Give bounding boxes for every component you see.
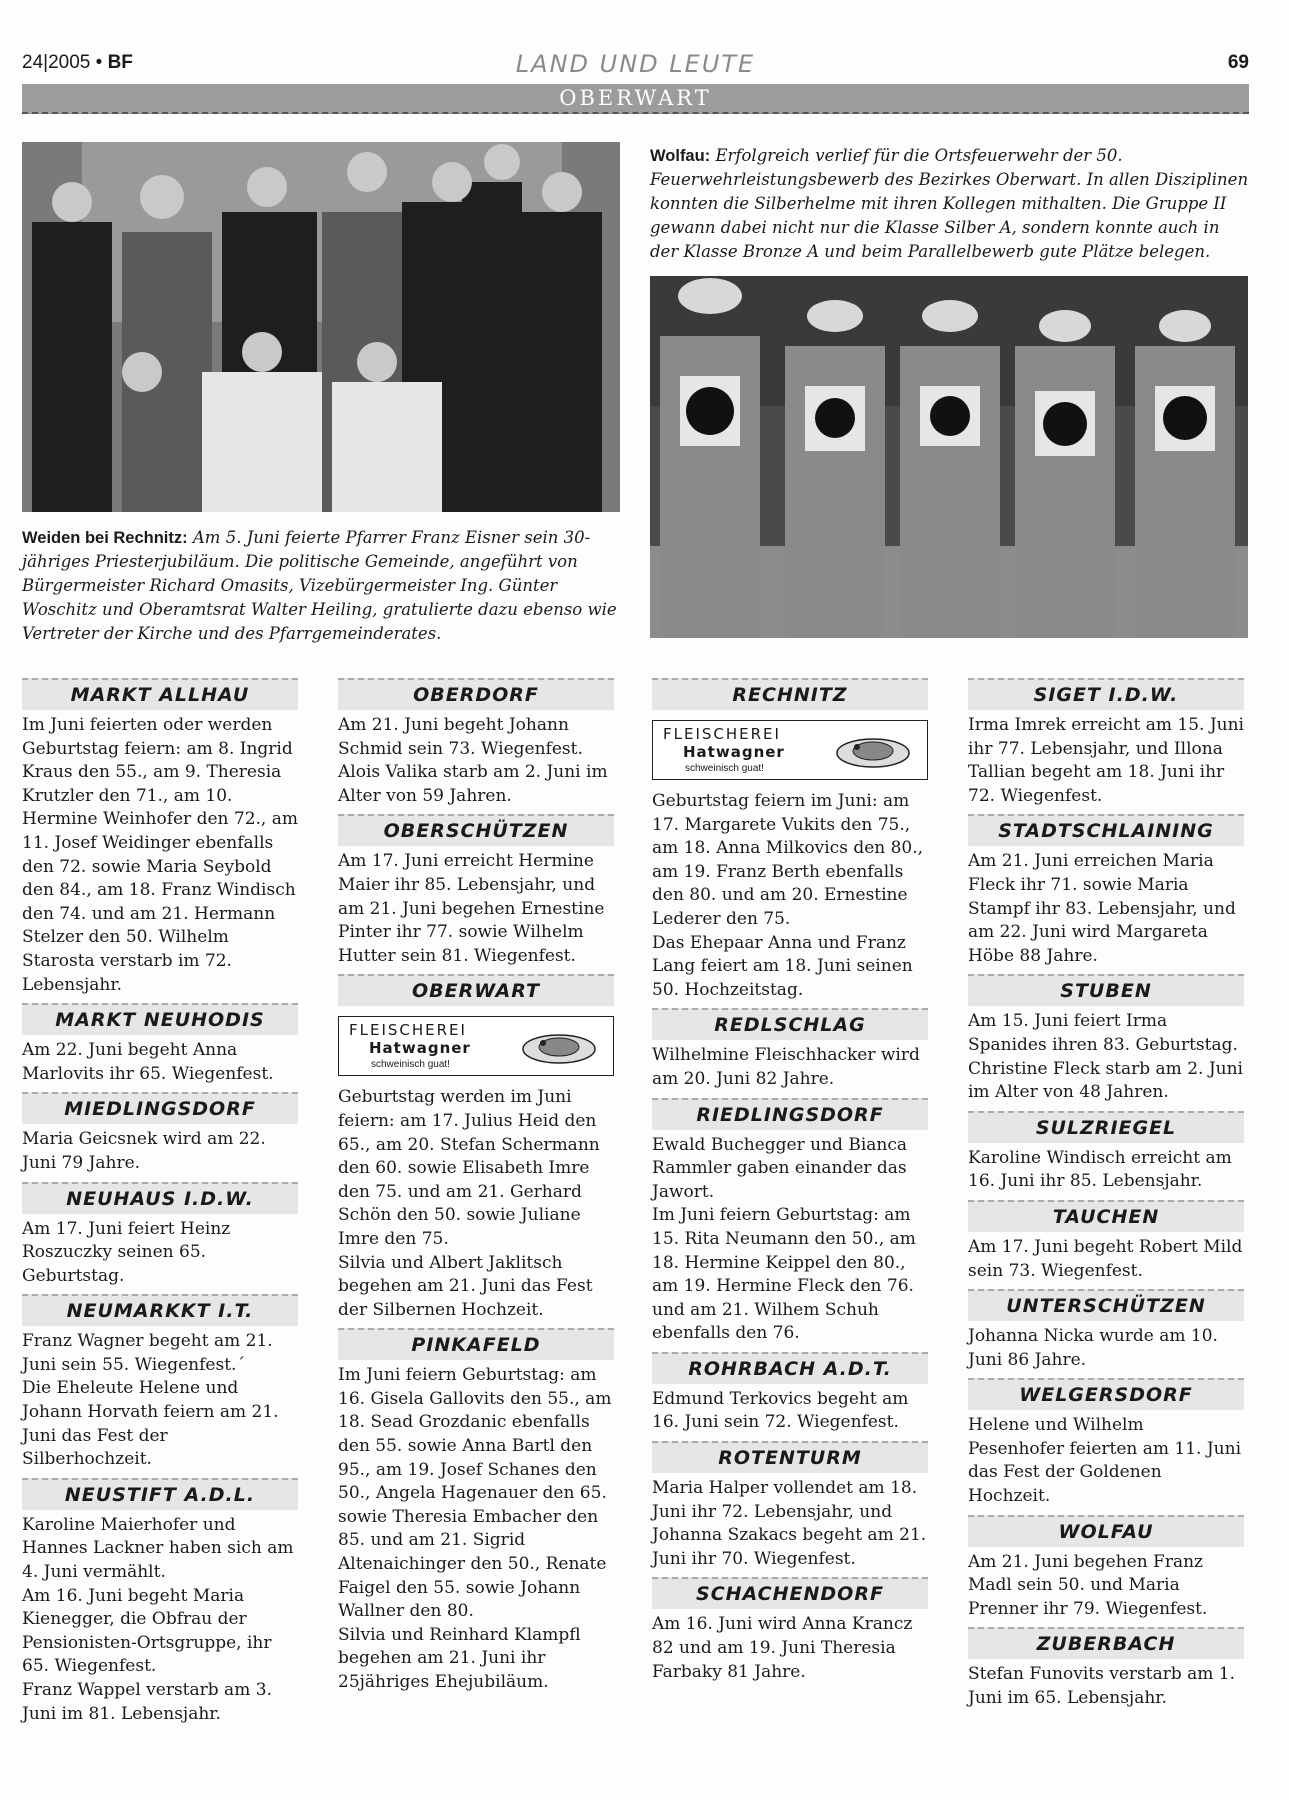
photo-weiden-group (22, 142, 620, 512)
section-text: Edmund Terkovics begeht am 16. Juni sein 72. Wiegenfest. (652, 1388, 909, 1433)
section-text: Am 17. Juni begeht Robert Mild sein 73. Wiegenfest. (968, 1236, 1243, 1281)
section-rotenturm (652, 1441, 928, 1571)
publication-name: BF (107, 52, 133, 73)
section-text: Helene und Wilhelm Pesenhofer feierten am 11. Juni das Fest der Goldenen Hochzeit. (968, 1415, 1242, 1507)
section-text: Silvia und Albert Jaklitsch begehen am 21. Juni das Fest der Silbernen Hochzeit. (338, 1252, 593, 1320)
pig-icon (519, 1029, 599, 1065)
section-siget (968, 678, 1244, 808)
ad-line1: FLEISCHEREI (663, 725, 781, 743)
section-title: WOLFAU (968, 1515, 1244, 1547)
caption-weiden-place: Weiden bei Rechnitz: (22, 529, 188, 547)
caption-weiden-text: Am 5. Juni feierte Pfarrer Franz Eisner sein 30-jähriges Priesterjubiläum. Die politische Gemeinde, angeführt von Bürgermeister Richard Omasits, Vizebürgermeister Ing. Günter Woschitz und Oberamtsrat Walter Heiling, gratulierte dazu ebenso wie Vertreter der Kirche und des Pfarrgemeinderates. (22, 528, 617, 643)
section-oberwart (338, 974, 614, 1322)
bullet: • (95, 52, 103, 73)
section-text: Franz Wagner begeht am 21. Juni sein 55. Wiegenfest.´ (22, 1331, 273, 1375)
section-title: STUBEN (968, 974, 1244, 1006)
section-title: NEUSTIFT A.D.L. (22, 1478, 298, 1510)
ad-fleischerei-hatwagner (652, 720, 928, 780)
section-text: Am 17. Juni feiert Heinz Roszuczky seinen 65. Geburtstag. (22, 1218, 231, 1286)
section-title: RIEDLINGSDORF (652, 1098, 928, 1130)
section-text: Im Juni feiern Geburtstag: am 16. Gisela Gallovits den 55., am 18. Sead Grozdanic ebenfalls den 55. sowie Anna Bartl den 95., am 19. Josef Schanes den 50., Angela Hagenauer den 65. sowie Theresia Embacher den 85. und am 21. Sigrid Altenaichinger den 50., Renate Faigel den 55. sowie Johann Wallner den 80. (338, 1365, 612, 1622)
section-title: MARKT NEUHODIS (22, 1003, 298, 1035)
section-title: ROTENTURM (652, 1441, 928, 1473)
section-unterschuetzen (968, 1289, 1244, 1372)
ad-line1: FLEISCHEREI (349, 1021, 467, 1040)
section-title: NEUHAUS I.D.W. (22, 1182, 298, 1214)
pig-icon (833, 733, 913, 769)
section-schachendorf (652, 1577, 928, 1684)
section-text: Franz Wappel verstarb am 3. Juni im 81. Lebensjahr. (22, 1680, 272, 1724)
section-text: Silvia und Reinhard Klampfl begehen am 21. Juni ihr 25jähriges Ehejubiläum. (338, 1624, 581, 1692)
section-text: Christine Fleck starb am 2. Juni im Alter von 48 Jahren. (968, 1058, 1243, 1103)
section-markt-allhau (22, 678, 298, 997)
section-title: PINKAFELD (338, 1328, 614, 1360)
section-title: WELGERSDORF (968, 1378, 1244, 1410)
section-markt-neuhodis (22, 1003, 298, 1086)
section-title: MARKT ALLHAU (22, 678, 298, 710)
page-number: 69 (1227, 52, 1249, 73)
section-text: Alois Valika starb am 2. Juni im Alter von 59 Jahren. (338, 762, 608, 806)
section-oberschuetzen (338, 814, 614, 968)
section-stadtschlaining (968, 814, 1244, 968)
section-title: ZUBERBACH (968, 1627, 1244, 1659)
section-rechnitz (652, 678, 928, 1002)
section-pinkafeld (338, 1328, 614, 1694)
region-title: OBERWART (559, 86, 712, 110)
section-text: Geburtstag werden im Juni feiern: am 17. Julius Heid den 65., am 20. Stefan Schermann den 60. sowie Elisabeth Imre den 75. und am 21. Gerhard Schön den 50. sowie Juliane Imre den 75. (338, 1087, 600, 1249)
column-4 (968, 678, 1244, 1717)
caption-wolfau (650, 144, 1250, 264)
section-text: Am 16. Juni wird Anna Krancz 82 und am 19. Juni Theresia Farbaky 81 Jahre. (652, 1614, 913, 1682)
photo-weiden-image (22, 142, 620, 512)
column-1 (22, 678, 298, 1732)
section-text: Johanna Nicka wurde am 10. Juni 86 Jahre. (968, 1326, 1218, 1370)
section-text: Die Eheleute Helene und Johann Horvath feiern am 21. Juni das Fest der Silberhochzeit. (22, 1378, 279, 1470)
section-tauchen (968, 1200, 1244, 1283)
section-oberdorf (338, 678, 614, 808)
section-title: REDLSCHLAG (652, 1008, 928, 1040)
section-text: Das Ehepaar Anna und Franz Lang feiert am 18. Juni seinen 50. Hochzeitstag. (652, 932, 913, 1000)
section-miedlingsdorf (22, 1092, 298, 1175)
section-text: Im Juni feiern Geburtstag: am 15. Rita Neumann den 50., am 18. Hermine Keippel den 80., am 19. Hermine Fleck den 76. und am 21. Wilhem Schuh ebenfalls den 76. (652, 1205, 916, 1344)
section-text: Am 22. Juni begeht Anna Marlovits ihr 65. Wiegenfest. (22, 1040, 274, 1084)
section-text: Wilhelmine Fleischhacker wird am 20. Juni 82 Jahre. (652, 1045, 920, 1089)
region-band (22, 84, 1249, 114)
section-text: Irma Imrek erreicht am 15. Juni ihr 77. Lebensjahr, und Illona Tallian begeht am 18. Juni ihr 72. Wiegenfest. (968, 715, 1244, 806)
caption-wolfau-place: Wolfau: (650, 147, 711, 165)
section-text: Am 21. Juni erreichen Maria Fleck ihr 71. sowie Maria Stampf ihr 83. Lebensjahr, und am 22. Juni wird Margareta Höbe 88 Jahre. (968, 851, 1236, 966)
section-title: MIEDLINGSDORF (22, 1092, 298, 1124)
section-title: UNTERSCHÜTZEN (968, 1289, 1244, 1321)
ad-slogan: schweinisch guat! (685, 763, 764, 774)
section-title: SULZRIEGEL (968, 1111, 1244, 1143)
section-text: Im Juni feierten oder werden Geburtstag feiern: am 8. Ingrid Kraus den 55., am 9. Theresia Krutzler den 71., am 10. Hermine Weinhofer den 72., am 11. Josef Weidinger ebenfalls den 72. sowie Maria Seybold den 84., am 18. Franz Windisch den 74. und am 21. Hermann Stelzer den 50. Wilhelm Starosta verstarb im 72. Lebensjahr. (22, 715, 298, 995)
section-text: Karoline Maierhofer und Hannes Lackner haben sich am 4. Juni vermählt. (22, 1514, 294, 1583)
section-title: STADTSCHLAINING (968, 814, 1244, 846)
section-title: ROHRBACH A.D.T. (652, 1352, 928, 1384)
section-text: Am 21. Juni begehen Franz Madl sein 50. und Maria Prenner ihr 79. Wiegenfest. (968, 1551, 1208, 1619)
ad-line2: Hatwagner (369, 1039, 471, 1058)
ad-line2: Hatwagner (683, 743, 785, 761)
section-text: Am 15. Juni feiert Irma Spanides ihren 83. Geburtstag. (968, 1011, 1238, 1055)
section-title: NEUMARKKT I.T. (22, 1294, 298, 1326)
ad-fleischerei-hatwagner (338, 1016, 614, 1076)
section-title: SCHACHENDORF (652, 1577, 928, 1609)
section-riedlingsdorf (652, 1098, 928, 1346)
section-wolfau (968, 1515, 1244, 1622)
section-title: RECHNITZ (652, 678, 928, 710)
section-welgersdorf (968, 1378, 1244, 1508)
section-text: Geburtstag feiern im Juni: am 17. Margarete Vukits den 75., am 18. Anna Milkovics den 80., am 19. Franz Berth ebenfalls den 80. und am 20. Ernestine Lederer den 75. (652, 791, 924, 929)
section-title: LAND UND LEUTE (515, 50, 756, 78)
section-text: Ewald Buchegger und Bianca Rammler gaben einander das Jawort. (652, 1134, 907, 1202)
section-text: Stefan Funovits verstarb am 1. Juni im 65. Lebensjahr. (968, 1664, 1236, 1709)
section-text: Karoline Windisch erreicht am 16. Juni ihr 85. Lebensjahr. (968, 1147, 1232, 1192)
column-2 (338, 678, 614, 1701)
section-stuben (968, 974, 1244, 1104)
section-text: Am 17. Juni erreicht Hermine Maier ihr 85. Lebensjahr, und am 21. Juni begehen Ernestine Pinter ihr 77. sowie Wilhelm Hutter sein 81. Wiegenfest. (338, 851, 605, 966)
page-header (22, 48, 1249, 84)
section-redlschlag (652, 1008, 928, 1091)
section-text: Maria Geicsnek wird am 22. Juni 79 Jahre. (22, 1129, 266, 1173)
section-title: OBERWART (338, 974, 614, 1006)
caption-wolfau-text: Erfolgreich verlief für die Ortsfeuerwehr der 50. Feuerwehrleistungsbewerb des Bezirkes Oberwart. In allen Disziplinen konnten die Silberhelme mit ihren Kollegen mithalten. Die Gruppe II gewann dabei nicht nur die Klasse Silber A, sondern konnte auch in der Klasse Bronze A und beim Parallelbewerb gute Plätze belegen. (650, 146, 1249, 261)
section-title: SIGET I.D.W. (968, 678, 1244, 710)
section-title: TAUCHEN (968, 1200, 1244, 1232)
caption-weiden (22, 526, 622, 646)
section-zuberbach (968, 1627, 1244, 1710)
section-neuhaus (22, 1182, 298, 1289)
issue-number: 24|2005 (22, 52, 91, 73)
section-title: OBERSCHÜTZEN (338, 814, 614, 846)
section-sulzriegel (968, 1111, 1244, 1194)
section-text: Maria Halper vollendet am 18. Juni ihr 72. Lebensjahr, und Johanna Szakacs begeht am 21. Juni ihr 70. Wiegenfest. (652, 1478, 927, 1569)
ad-slogan: schweinisch guat! (371, 1059, 450, 1071)
section-neustift (22, 1478, 298, 1726)
section-rohrbach (652, 1352, 928, 1435)
photo-wolfau-firefighters (650, 276, 1248, 638)
section-text: Am 21. Juni begeht Johann Schmid sein 73. Wiegenfest. (338, 715, 583, 759)
photo-wolfau-image (650, 276, 1248, 638)
section-text: Am 16. Juni begeht Maria Kienegger, die Obfrau der Pensionisten-Ortsgruppe, ihr 65. Wiegenfest. (22, 1585, 272, 1677)
column-3 (652, 678, 928, 1690)
section-title: OBERDORF (338, 678, 614, 710)
section-neumarkt (22, 1294, 298, 1472)
